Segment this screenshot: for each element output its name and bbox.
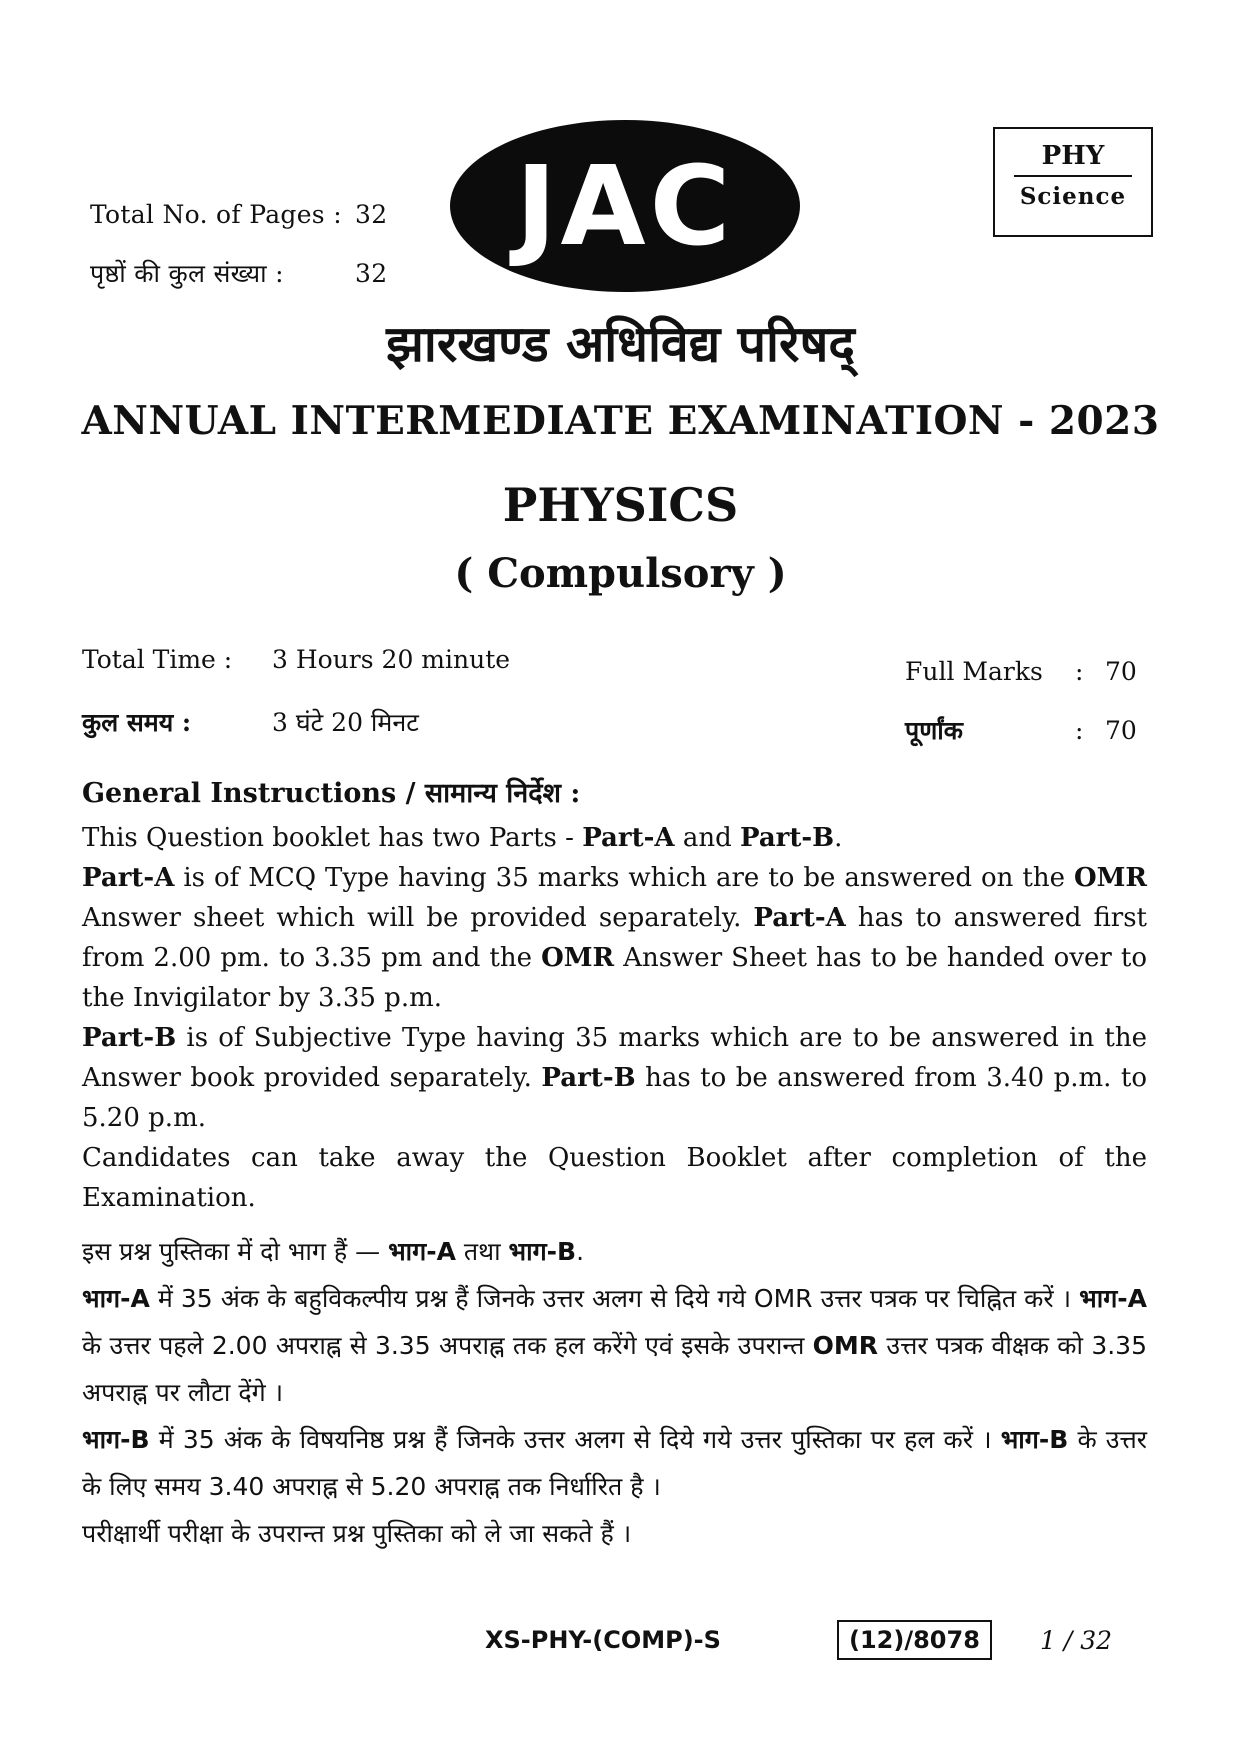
- part-a-label: Part-A: [582, 823, 675, 853]
- marks-colon-hi: :: [1075, 716, 1084, 745]
- logo-text: JAC: [515, 142, 735, 270]
- text-run: तथा: [455, 1237, 509, 1266]
- time-value-hi: 3 घंटे 20 मिनट: [272, 708, 419, 737]
- total-time-en: [82, 645, 510, 674]
- page-number: 1 / 32: [1040, 1626, 1113, 1655]
- part-a-label: Part-A: [82, 863, 175, 893]
- text-run: is of Subjective Type having 35 marks which are to be answered in the Answer book provided separately.: [82, 1023, 1147, 1093]
- part-a-label: भाग-A: [388, 1237, 456, 1266]
- total-pages-value: 32: [355, 200, 388, 229]
- text-run: में 35 अंक के विषयनिष्ठ प्रश्न हैं जिनके उत्तर अलग से दिये गये उत्तर पुस्तिका पर हल करें ।: [149, 1425, 1001, 1454]
- instruction-hi-4: परीक्षार्थी परीक्षा के उपरान्त प्रश्न पुस्तिका को ले जा सकते हैं ।: [82, 1519, 632, 1548]
- text-run: .: [576, 1237, 585, 1266]
- subject-code-box: [993, 127, 1153, 237]
- paper-type: ( Compulsory ): [454, 550, 787, 597]
- total-pages-label-hi: पृष्ठों की कुल संख्या :: [90, 259, 284, 288]
- instruction-en-1: [82, 818, 1147, 858]
- instruction-en-2: [82, 858, 1147, 1018]
- part-b-label: Part-B: [541, 1063, 636, 1093]
- instruction-hi-2: [82, 1275, 1147, 1416]
- instruction-hi-1: [82, 1228, 1147, 1275]
- text-run: has to be answered from 3.40 p.m. to 5.20 p.m.: [82, 1063, 1147, 1133]
- omr-label: OMR: [541, 943, 615, 973]
- booklet-code: (12)/8078: [837, 1620, 992, 1660]
- text-run: is of MCQ Type having 35 marks which are to be answered on the: [174, 863, 1074, 893]
- total-pages-en: [90, 200, 387, 229]
- instructions-hindi: [82, 1228, 1147, 1557]
- council-name: झारखण्ड अधिविद्य परिषद्: [386, 315, 855, 373]
- omr-label: OMR: [812, 1331, 879, 1360]
- part-a-label: भाग-A: [82, 1284, 150, 1313]
- instruction-hi-3: [82, 1416, 1147, 1510]
- part-b-label: भाग-B: [82, 1425, 150, 1454]
- marks-label-hi: पूर्णांक: [905, 716, 963, 745]
- text-run: .: [834, 823, 843, 853]
- subject-code: PHY: [1041, 141, 1105, 171]
- text-run: के उत्तर पहले 2.00 अपराह्न से 3.35 अपराह्न तक हल करेंगे एवं इसके उपरान्त: [82, 1331, 813, 1360]
- code-divider: [1014, 175, 1132, 177]
- time-label: Total Time :: [82, 645, 233, 674]
- paper-code: XS-PHY-(COMP)-S: [485, 1626, 721, 1654]
- text-run: This Question booklet has two Parts -: [82, 823, 583, 853]
- total-pages-hi: [90, 256, 387, 290]
- stream-label: Science: [1019, 183, 1127, 210]
- exam-title: ANNUAL INTERMEDIATE EXAMINATION - 2023: [81, 398, 1160, 444]
- text-run: इस प्रश्न पुस्तिका में दो भाग हैं —: [82, 1237, 389, 1266]
- part-a-label: Part-A: [753, 903, 846, 933]
- marks-label: Full Marks: [905, 657, 1043, 686]
- subject-title: PHYSICS: [502, 478, 739, 532]
- omr-label: OMR: [1073, 863, 1147, 893]
- part-b-label: Part-B: [739, 823, 835, 853]
- full-marks-en: [905, 657, 1137, 686]
- total-pages-value-hi: 32: [355, 259, 388, 288]
- part-b-label: Part-B: [82, 1023, 177, 1053]
- part-b-label: भाग-B: [508, 1237, 577, 1266]
- full-marks-hi: [905, 713, 1137, 747]
- marks-value-hi: 70: [1105, 716, 1137, 745]
- part-b-label: भाग-B: [1000, 1425, 1069, 1454]
- instruction-en-4: Candidates can take away the Question Booklet after completion of the Examination.: [82, 1143, 1147, 1213]
- text-run: Answer Sheet has to be handed over to the Invigilator by 3.35 p.m.: [82, 943, 1147, 1013]
- text-run: Answer sheet which will be provided separately.: [82, 903, 754, 933]
- marks-colon: :: [1075, 657, 1084, 686]
- instructions-heading: General Instructions / सामान्य निर्देश :: [82, 778, 581, 809]
- text-run: उत्तर पत्रक वीक्षक को 3.35 अपराह्न पर लौटा देंगे ।: [82, 1331, 1147, 1407]
- marks-value: 70: [1105, 657, 1137, 686]
- text-run: and: [674, 823, 740, 853]
- instructions-english: [82, 818, 1147, 1218]
- text-run: में 35 अंक के बहुविकल्पीय प्रश्न हैं जिनके उत्तर अलग से दिये गये OMR उत्तर पत्रक पर चिह्नित करें ।: [149, 1284, 1080, 1313]
- total-time-hi: [82, 705, 419, 739]
- text-run: के उत्तर के लिए समय 3.40 अपराह्न से 5.20 अपराह्न तक निर्धारित है ।: [82, 1425, 1148, 1501]
- text-run: has to answered first from 2.00 pm. to 3.35 pm and the: [82, 903, 1148, 973]
- total-pages-label: Total No. of Pages :: [90, 200, 342, 229]
- jac-logo: [450, 120, 800, 292]
- instruction-en-3: [82, 1018, 1147, 1138]
- time-value: 3 Hours 20 minute: [272, 645, 511, 674]
- time-label-hi: कुल समय :: [82, 708, 192, 737]
- part-a-label: भाग-A: [1079, 1284, 1147, 1313]
